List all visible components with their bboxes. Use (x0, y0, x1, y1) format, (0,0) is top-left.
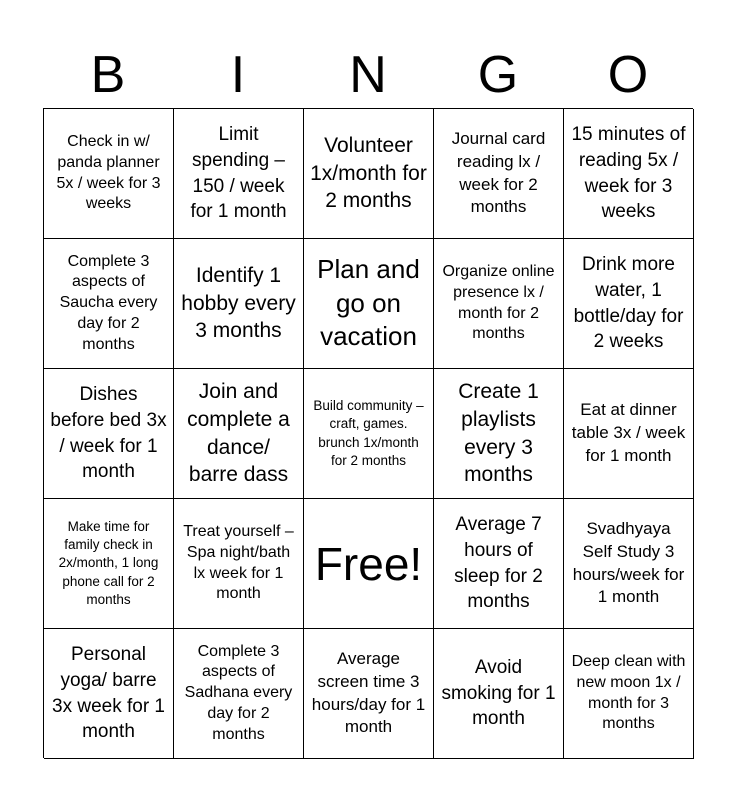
bingo-cell-r3c3[interactable] (304, 369, 434, 499)
bingo-cell-text: Create 1 playlists every 3 months (458, 380, 539, 487)
header-letter-o: O (607, 46, 649, 104)
bingo-cell-text: Journal card reading lx / week for 2 months (451, 128, 546, 217)
bingo-cell-r5c2[interactable] (174, 629, 304, 759)
bingo-cell-r5c5[interactable] (564, 629, 694, 759)
bingo-cell-text: Avoid smoking for 1 month (441, 657, 556, 730)
bingo-cell-text: Treat yourself – Spa night/bath lx week for 1 month (183, 522, 294, 603)
bingo-cell-text: Organize online presence lx / month for 2 months (442, 262, 555, 343)
bingo-cell-text: Make time for family check in 2x/month, 1 long phone call for 2 months (58, 518, 159, 607)
bingo-cell-text: Limit spending – 150 / week for 1 month (190, 124, 287, 223)
bingo-cell-text: Personal yoga/ barre 3x week for 1 month (52, 644, 165, 743)
bingo-cell-text: Build community – craft, games. brunch 1x/month for 2 months (313, 398, 424, 468)
bingo-cell-text: Svadhyaya Self Study 3 hours/week for 1 month (572, 518, 685, 607)
bingo-cell-r2c2[interactable] (174, 239, 304, 369)
bingo-cell-r3c1[interactable] (44, 369, 174, 499)
bingo-cell-text: Drink more water, 1 bottle/day for 2 weeks (573, 254, 684, 353)
bingo-cell-text: Join and complete a dance/ barre dass (187, 380, 290, 487)
bingo-cell-r2c3[interactable] (304, 239, 434, 369)
bingo-cell-text: Dishes before bed 3x / week for 1 month (50, 384, 167, 483)
bingo-cell-r1c5[interactable] (564, 109, 694, 239)
bingo-cell-text: Free! (314, 537, 423, 590)
bingo-cell-free[interactable] (304, 499, 434, 629)
bingo-grid (43, 108, 693, 758)
header-letter-n: N (349, 46, 387, 104)
bingo-cell-r4c2[interactable] (174, 499, 304, 629)
bingo-cell-r5c1[interactable] (44, 629, 174, 759)
bingo-cell-r1c4[interactable] (434, 109, 564, 239)
bingo-cell-text: Average 7 hours of sleep for 2 months (454, 514, 543, 613)
bingo-cell-text: Eat at dinner table 3x / week for 1 month (571, 400, 686, 465)
header-letter-i: I (230, 46, 246, 104)
bingo-cell-text: Complete 3 aspects of Sadhana every day for 2 months (184, 642, 293, 743)
bingo-cell-text: Complete 3 aspects of Saucha every day for 2 months (59, 252, 158, 353)
bingo-cell-r4c5[interactable] (564, 499, 694, 629)
bingo-cell-r1c2[interactable] (174, 109, 304, 239)
header-letter-b: B (90, 46, 126, 104)
bingo-cell-text: Deep clean with new moon 1x / month for 3 months (571, 652, 686, 733)
bingo-cell-text: Identify 1 hobby every 3 months (181, 263, 296, 343)
bingo-cell-r4c4[interactable] (434, 499, 564, 629)
bingo-cell-text: Plan and go on vacation (317, 253, 420, 352)
bingo-cell-r3c4[interactable] (434, 369, 564, 499)
bingo-cell-r3c5[interactable] (564, 369, 694, 499)
bingo-cell-r2c4[interactable] (434, 239, 564, 369)
bingo-cell-text: Check in w/ panda planner 5x / week for 3 weeks (56, 132, 161, 213)
bingo-cell-text: Average screen time 3 hours/day for 1 month (311, 648, 426, 737)
bingo-cell-r1c1[interactable] (44, 109, 174, 239)
bingo-cell-text: Volunteer 1x/month for 2 months (310, 133, 427, 213)
bingo-cell-r1c3[interactable] (304, 109, 434, 239)
bingo-cell-r2c5[interactable] (564, 239, 694, 369)
bingo-header (43, 44, 693, 106)
bingo-cell-r2c1[interactable] (44, 239, 174, 369)
bingo-cell-r5c4[interactable] (434, 629, 564, 759)
bingo-cell-r3c2[interactable] (174, 369, 304, 499)
bingo-cell-text: 15 minutes of reading 5x / week for 3 weeks (571, 124, 686, 223)
header-letter-g: G (477, 46, 519, 104)
bingo-cell-r4c1[interactable] (44, 499, 174, 629)
bingo-cell-r5c3[interactable] (304, 629, 434, 759)
